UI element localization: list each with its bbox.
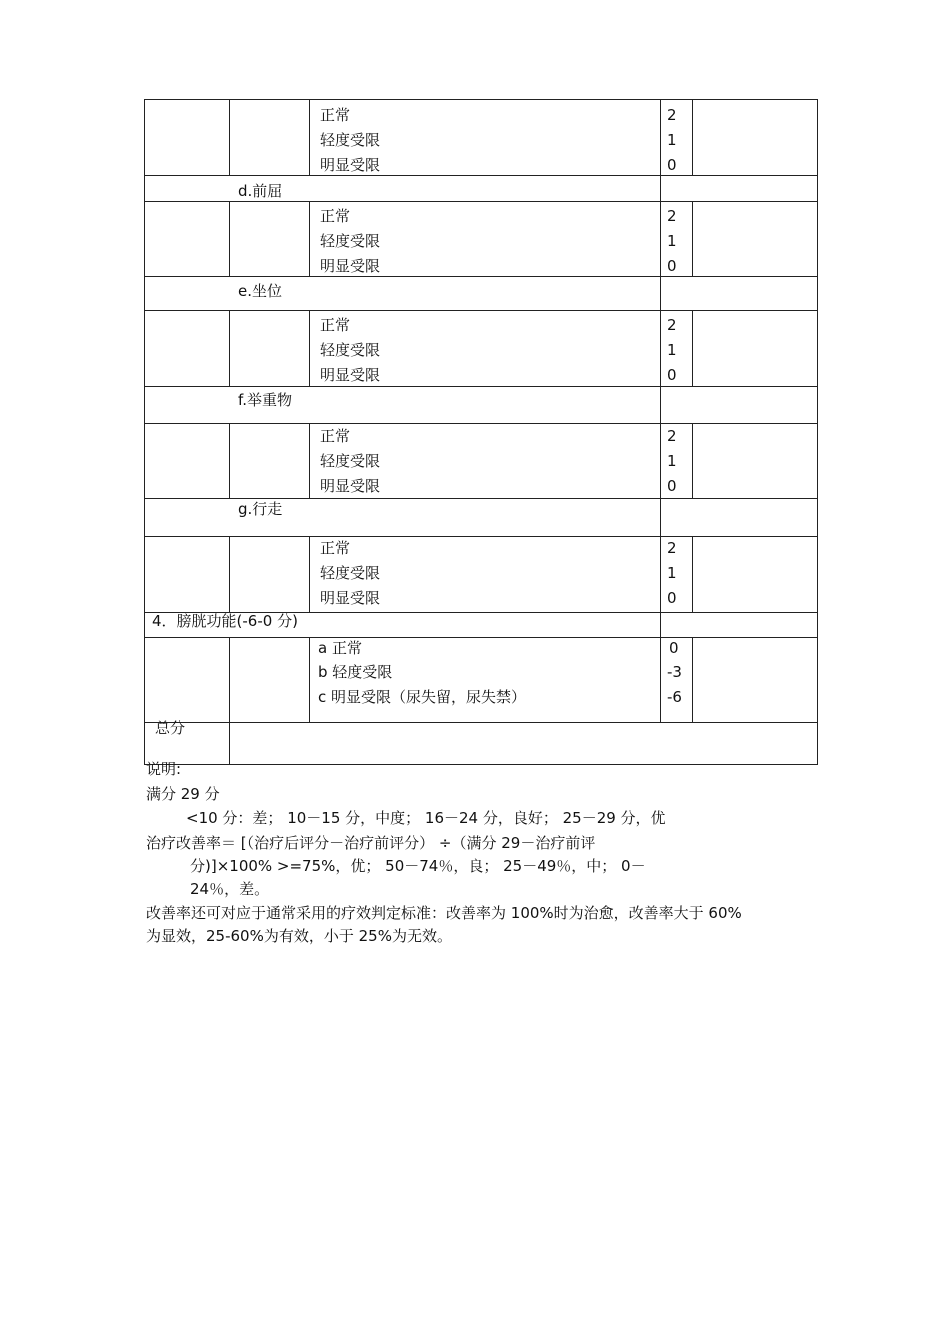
score-value: 1 xyxy=(667,341,677,359)
option-label: 明显受限 xyxy=(320,477,381,495)
score-value: -3 xyxy=(667,663,682,681)
score-value: 2 xyxy=(667,106,677,124)
score-value: 2 xyxy=(667,207,677,225)
score-value: 0 xyxy=(667,477,677,495)
score-value: 2 xyxy=(667,316,677,334)
section-header: g.行走 xyxy=(238,500,283,518)
score-value: 1 xyxy=(667,131,677,149)
option-label: 明显受限 xyxy=(320,257,381,275)
score-value: 0 xyxy=(667,257,677,275)
option-label: 轻度受限 xyxy=(320,452,381,470)
section-header: d.前屈 xyxy=(238,182,283,200)
option-label: 正常 xyxy=(320,316,351,334)
option-label: 正常 xyxy=(320,427,351,445)
option-label: b 轻度受限 xyxy=(318,663,393,681)
score-value: 1 xyxy=(667,232,677,250)
option-label: 明显受限 xyxy=(320,589,381,607)
score-value: 0 xyxy=(667,156,677,174)
standard-line-2: 为显效，25-60%为有效，小于 25%为无效。 xyxy=(146,927,452,945)
score-value: 0 xyxy=(669,639,679,657)
standard-line-1: 改善率还可对应于通常采用的疗效判定标准：改善率为 100%时为治愈，改善率大于 60% xyxy=(146,904,742,922)
option-label: 明显受限 xyxy=(320,156,381,174)
option-label: 正常 xyxy=(320,207,351,225)
option-label: c 明显受限（尿失留，尿失禁） xyxy=(318,688,527,706)
section-header: 4．膀胱功能(-6-0 分) xyxy=(152,612,298,630)
total-label: 总分 xyxy=(155,719,186,737)
option-label: 轻度受限 xyxy=(320,341,381,359)
notes-title: 说明: xyxy=(146,760,182,778)
score-value: 1 xyxy=(667,452,677,470)
formula-line-2: 分)]×100% >=75%，优； 50－74％，良； 25－49％，中； 0－ xyxy=(190,857,646,875)
score-value: 1 xyxy=(667,564,677,582)
score-value: 0 xyxy=(667,366,677,384)
section-header: f.举重物 xyxy=(238,391,292,409)
score-value: 0 xyxy=(667,589,677,607)
score-value: 2 xyxy=(667,539,677,557)
option-label: 轻度受限 xyxy=(320,232,381,250)
formula-line-3: 24％，差。 xyxy=(190,880,270,898)
option-label: a 正常 xyxy=(318,639,362,657)
option-label: 轻度受限 xyxy=(320,564,381,582)
full-score-note: 满分 29 分 xyxy=(146,785,220,803)
section-header: e.坐位 xyxy=(238,282,282,300)
formula-line-1: 治疗改善率＝ [（治疗后评分－治疗前评分） ÷（满分 29－治疗前评 xyxy=(146,834,596,852)
option-label: 轻度受限 xyxy=(320,131,381,149)
score-value: 2 xyxy=(667,427,677,445)
grading-note: <10 分：差； 10－15 分，中度； 16－24 分，良好； 25－29 分，优 xyxy=(186,809,666,827)
option-label: 正常 xyxy=(320,106,351,124)
option-label: 明显受限 xyxy=(320,366,381,384)
option-label: 正常 xyxy=(320,539,351,557)
score-value: -6 xyxy=(667,688,682,706)
